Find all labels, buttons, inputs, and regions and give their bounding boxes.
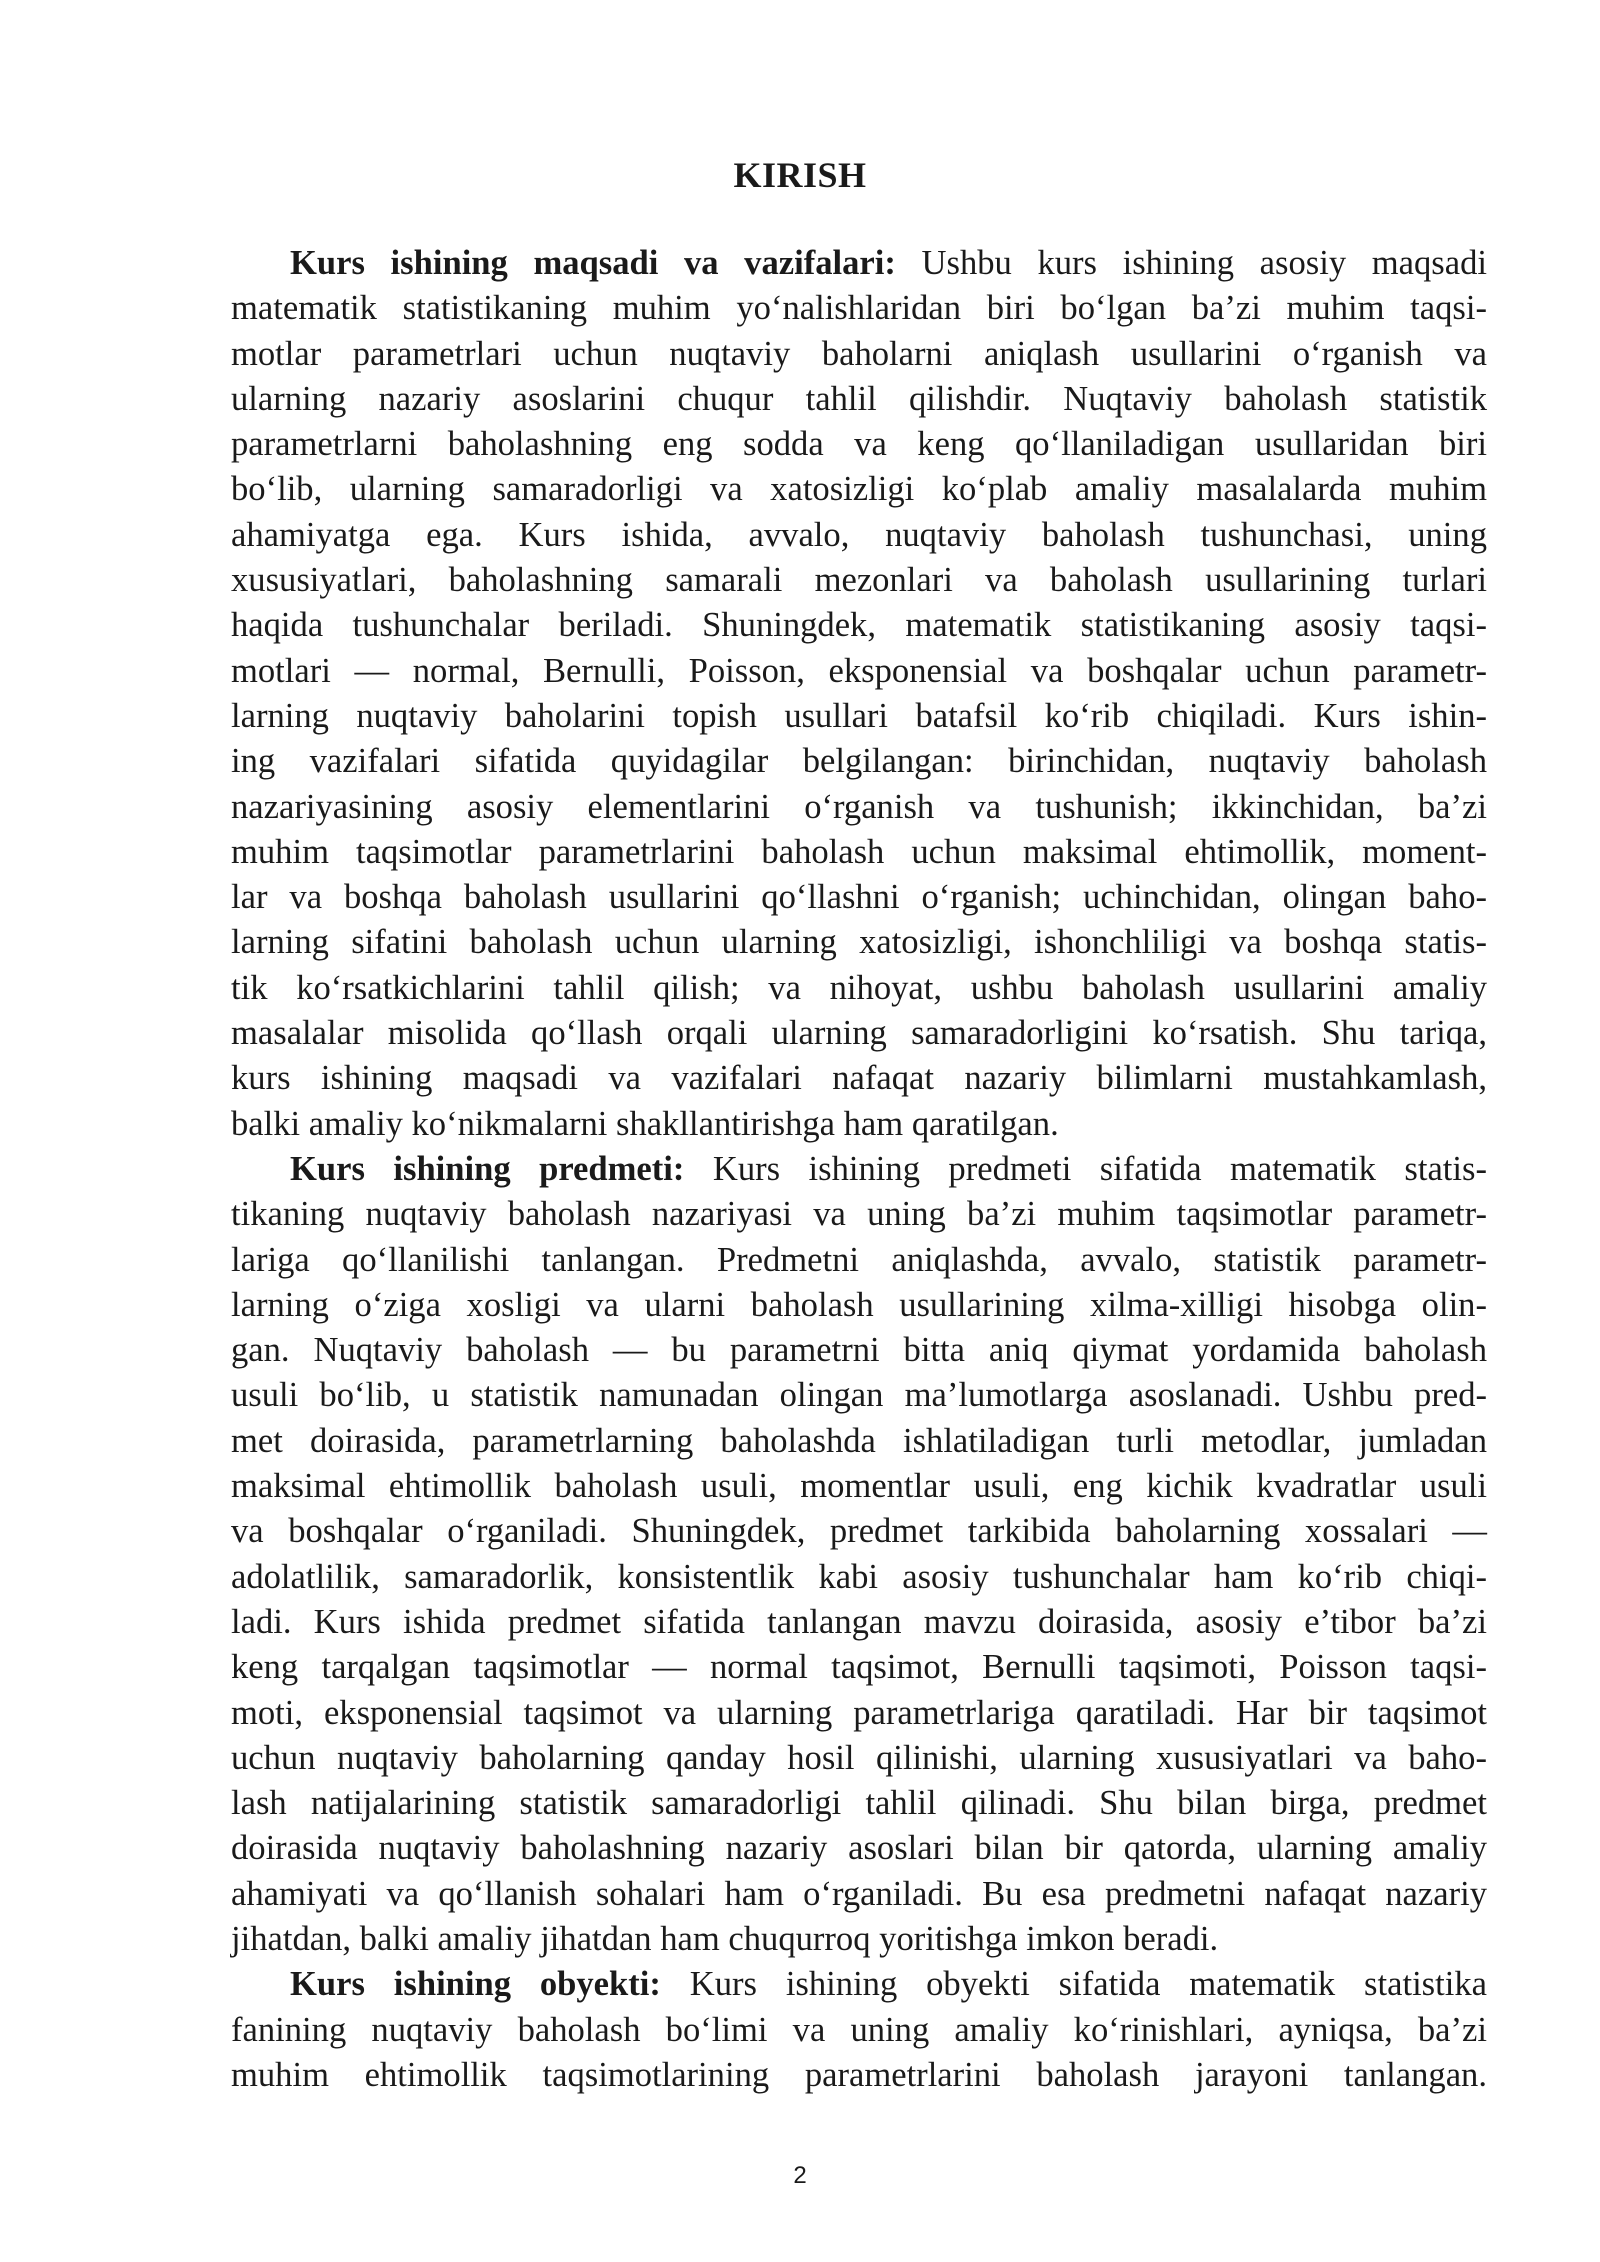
paragraph-object [231,1962,1487,2098]
paragraph-line: adolatlilik, samaradorlik, konsistentlik kabi asosiy tushunchalar ham ko‘rib chiqi- [231,1557,1487,1596]
paragraph-line: haqida tushunchalar beriladi. Shuningdek, matematik statistikaning asosiy taqsi- [231,606,1487,645]
paragraph-line: fanining nuqtaviy baholash bo‘limi va uning amaliy ko‘rinishlari, ayniqsa, ba’zi [231,2010,1487,2049]
paragraph-line: met doirasida, parametrlarning baholashda ishlatiladigan turli metodlar, jumladan [231,1421,1487,1460]
paragraph-subject [231,1147,1487,1962]
line-text: Kurs ishining predmeti sifatida matematik statis- [684,1149,1487,1188]
line-text: Ushbu kurs ishining asosiy maqsadi [895,244,1487,282]
paragraph-line: tikaning nuqtaviy baholash nazariyasi va uning ba’zi muhim taqsimotlar parametr- [231,1195,1487,1234]
paragraph-line: tik ko‘rsatkichlarini tahlil qilish; va nihoyat, ushbu baholash usullarini amaliy [231,968,1487,1007]
paragraph-line: larning sifatini baholash uchun ularning xatosizligi, ishonchliligi va boshqa statis- [231,923,1487,962]
paragraph-line: matematik statistikaning muhim yo‘nalishlaridan biri bo‘lgan ba’zi muhim taqsi- [231,289,1487,328]
paragraph-line: lar va boshqa baholash usullarini qo‘llashni o‘rganish; uchinchidan, olingan baho- [231,878,1487,917]
body-text [231,241,1487,2098]
paragraph-line: lash natijalarining statistik samaradorligi tahlil qilinadi. Shu bilan birga, predmet [231,1784,1487,1823]
paragraph-line: muhim taqsimotlar parametrlarini baholash uchun maksimal ehtimollik, moment- [231,832,1487,871]
paragraph-line: kurs ishining maqsadi va vazifalari nafaqat nazariy bilimlarni mustahkamlash, [231,1059,1487,1098]
paragraph-line: xususiyatlari, baholashning samarali mezonlari va baholash usullarining turlari [231,561,1487,600]
paragraph-line: usuli bo‘lib, u statistik namunadan olingan ma’lumotlarga asoslanadi. Ushbu pred- [231,1376,1487,1415]
paragraph-goals-and-tasks [231,241,1487,1147]
paragraph-line: ularning nazariy asoslarini chuqur tahlil qilishdir. Nuqtaviy baholash statistik [231,379,1487,418]
paragraph-line: gan. Nuqtaviy baholash — bu parametrni bitta aniq qiymat yordamida baholash [231,1331,1487,1370]
paragraph-line [231,241,1487,286]
paragraph-line [231,1962,1487,2007]
page-title: KIRISH [733,155,867,195]
paragraph-lead: Kurs ishining maqsadi va vazifalari: [290,244,896,282]
paragraph-line: nazariyasining asosiy elementlarini o‘rganish va tushunish; ikkinchidan, ba’zi [231,787,1487,826]
paragraph-line: motlari — normal, Bernulli, Poisson, eksponensial va boshqalar uchun parametr- [231,651,1487,690]
paragraph-line: ing vazifalari sifatida quyidagilar belgilangan: birinchidan, nuqtaviy baholash [231,742,1487,781]
paragraph-line: moti, eksponensial taqsimot va ularning parametrlariga qaratiladi. Har bir taqsimot [231,1693,1487,1732]
paragraph-line: va boshqalar o‘rganiladi. Shuningdek, predmet tarkibida baholarning xossalari — [231,1512,1487,1551]
paragraph-line: uchun nuqtaviy baholarning qanday hosil qilinishi, ularning xususiyatlari va baho- [231,1738,1487,1777]
paragraph-line: bo‘lib, ularning samaradorligi va xatosizligi ko‘plab amaliy masalalarda muhim [231,470,1487,509]
paragraph-lead: Kurs ishining predmeti: [290,1149,685,1188]
paragraph-line: motlar parametrlari uchun nuqtaviy baholarni aniqlash usullarini o‘rganish va [231,334,1487,373]
paragraph-line: keng tarqalgan taqsimotlar — normal taqsimot, Bernulli taqsimoti, Poisson taqsi- [231,1648,1487,1687]
line-text: Kurs ishining obyekti sifatida matematik statistika [660,1965,1487,2004]
paragraph-line: lariga qo‘llanilishi tanlangan. Predmetni aniqlashda, avvalo, statistik parametr- [231,1240,1487,1279]
paragraph-line: ahamiyati va qo‘llanish sohalari ham o‘rganiladi. Bu esa predmetni nafaqat nazariy [231,1874,1487,1913]
paragraph-line: muhim ehtimollik taqsimotlarining parametrlarini baholash jarayoni tanlangan. [231,2055,1487,2094]
paragraph-line [231,1147,1487,1192]
paragraph-line: larning nuqtaviy baholarini topish usullari batafsil ko‘rib chiqiladi. Kurs ishin- [231,696,1487,735]
paragraph-line: masalalar misolida qo‘llash orqali ularning samaradorligini ko‘rsatish. Shu tariqa, [231,1014,1487,1053]
paragraph-lead: Kurs ishining obyekti: [290,1965,661,2004]
paragraph-line: maksimal ehtimollik baholash usuli, momentlar usuli, eng kichik kvadratlar usuli [231,1467,1487,1506]
paragraph-line: jihatdan, balki amaliy jihatdan ham chuqurroq yoritishga imkon beradi. [231,1919,1219,1958]
paragraph-line: parametrlarni baholashning eng sodda va keng qo‘llaniladigan usullaridan biri [231,425,1487,464]
paragraph-line: ahamiyatga ega. Kurs ishida, avvalo, nuqtaviy baholash tushunchasi, uning [231,515,1487,554]
paragraph-line: ladi. Kurs ishida predmet sifatida tanlangan mavzu doirasida, asosiy e’tibor ba’zi [231,1602,1487,1641]
paragraph-line: balki amaliy ko‘nikmalarni shakllantirishga ham qaratilgan. [231,1104,1059,1143]
paragraph-line: doirasida nuqtaviy baholashning nazariy asoslari bilan bir qatorda, ularning amaliy [231,1829,1487,1868]
page-number: 2 [793,2162,807,2189]
paragraph-line: larning o‘ziga xosligi va ularni baholash usullarining xilma-xilligi hisobga olin- [231,1285,1487,1324]
